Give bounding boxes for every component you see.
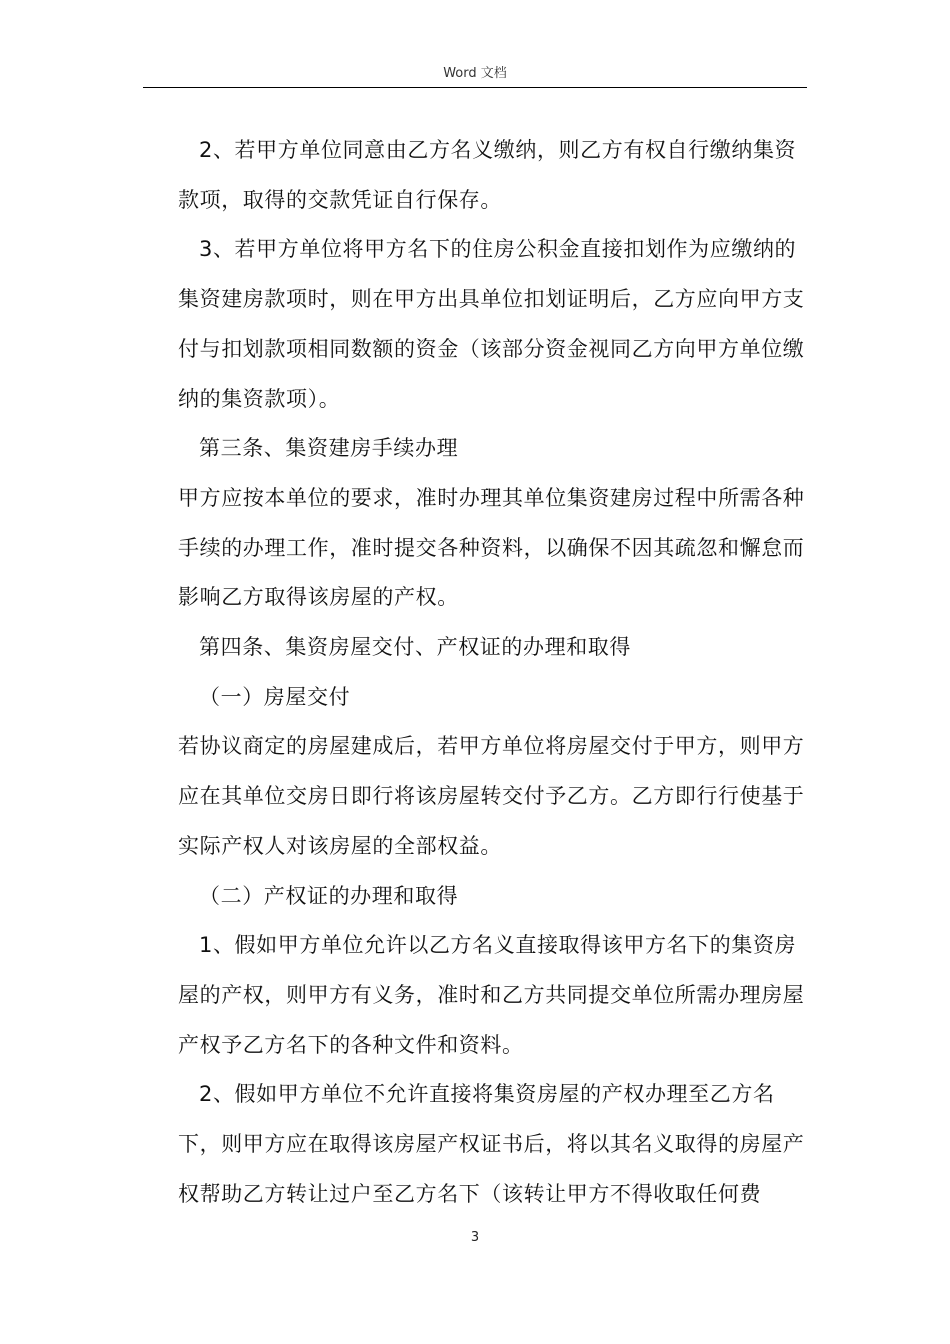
paragraph-certificate-item-1: 1、假如甲方单位允许以乙方名义直接取得该甲方名下的集资房屋的产权，则甲方有义务，准时和乙方共同提交单位所需办理房屋产权予乙方名下的各种文件和资料。	[178, 933, 805, 1057]
subsection-heading-delivery: （一）房屋交付	[199, 684, 351, 709]
page-number: 3	[470, 1230, 480, 1245]
paragraph-clause-2: 2、若甲方单位同意由乙方名义缴纳，则乙方有权自行缴纳集资款项，取得的交款凭证自行保存。	[178, 138, 797, 212]
section-heading-article-4: 第四条、集资房屋交付、产权证的办理和取得	[199, 635, 631, 660]
section-heading-article-3: 第三条、集资建房手续办理	[199, 436, 459, 461]
paragraph-certificate-item-2: 2、假如甲方单位不允许直接将集资房屋的产权办理至乙方名下，则甲方应在取得该房屋产权证书后，将以其名义取得的房屋产权帮助乙方转让过户至乙方名下（该转让甲方不得收取任何费	[178, 1082, 805, 1206]
paragraph-clause-3: 3、若甲方单位将甲方名下的住房公积金直接扣划作为应缴纳的集资建房款项时，则在甲方出具单位扣划证明后，乙方应向甲方支付与扣划款项相同数额的资金（该部分资金视同乙方向甲方单位缴纳的集资款项）。	[178, 237, 805, 411]
header-divider	[143, 87, 807, 88]
document-body	[178, 126, 808, 1219]
subsection-heading-title-certificate: （二）产权证的办理和取得	[199, 883, 459, 908]
header-title: Word 文档	[443, 66, 507, 81]
paragraph-article-3-body: 甲方应按本单位的要求，准时办理其单位集资建房过程中所需各种手续的办理工作，准时提交各种资料，以确保不因其疏忽和懈怠而影响乙方取得该房屋的产权。	[178, 485, 805, 610]
paragraph-delivery-body: 若协议商定的房屋建成后，若甲方单位将房屋交付于甲方，则甲方应在其单位交房日即行将该房屋转交付予乙方。乙方即行行使基于实际产权人对该房屋的全部权益。	[178, 734, 805, 858]
